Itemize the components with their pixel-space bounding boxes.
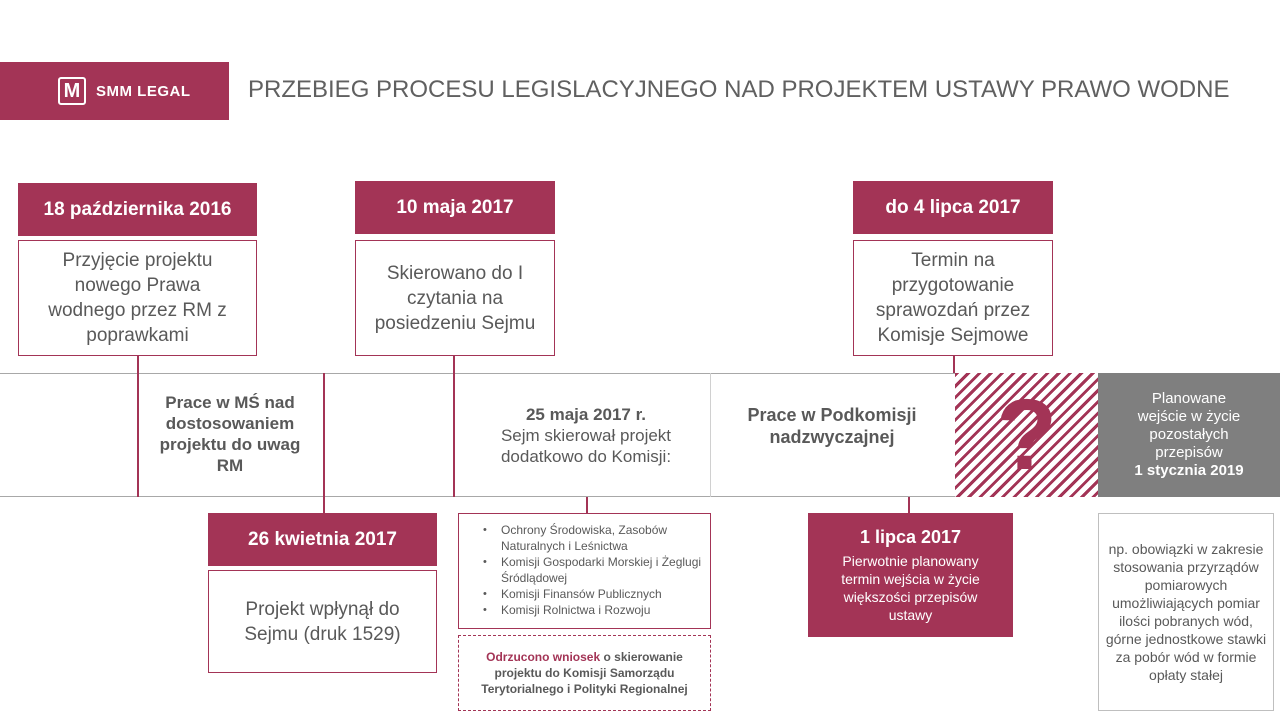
event-description: Przyjęcie projektu nowego Prawa wodnego przez RM z poprawkami xyxy=(18,240,257,356)
list-item: • Komisji Gospodarki Morskiej i Żeglugi Śródlądowej xyxy=(481,554,704,586)
connector-line xyxy=(586,497,588,513)
july1-description: Pierwotnie planowany termin wejścia w życie większości przepisów ustawy xyxy=(841,552,980,623)
page-title: PRZEBIEG PROCESU LEGISLACYJNEGO NAD PROJEKTEM USTAWY PRAWO WODNE xyxy=(248,76,1230,103)
event-description: Termin na przygotowanie sprawozdań przez Komisje Sejmowe xyxy=(853,240,1053,356)
note-text: np. obowiązki w zakresie stosowania przyrządów pomiarowych umożliwiających pomiar ilości pobranych wód, górne jednostkowe stawki za pobór wód w formie opłaty stałej xyxy=(1105,541,1267,683)
event-date: 10 maja 2017 xyxy=(355,181,555,234)
connector-line xyxy=(908,497,910,513)
band-divider xyxy=(710,373,711,497)
list-item: • Ochrony Środowiska, Zasobów Naturalnych i Leśnictwa xyxy=(481,522,704,554)
july1-date: 1 lipca 2017 xyxy=(859,526,962,547)
planned-date: 1 stycznia 2019 xyxy=(1134,462,1244,479)
rejected-motion-text xyxy=(467,649,702,697)
may25-block xyxy=(470,404,702,467)
subcommittee-text: Prace w Podkomisji nadzwyczajnej xyxy=(747,405,917,447)
event-date: 26 kwietnia 2017 xyxy=(208,513,437,566)
logo-text: SMM LEGAL xyxy=(96,82,191,100)
event-date: do 4 lipca 2017 xyxy=(853,181,1053,234)
note-box xyxy=(1098,513,1274,711)
logo-mark-icon: M xyxy=(58,77,86,105)
ms-work-text: Prace w MŚ nad dostosowaniem projektu do uwag RM xyxy=(159,393,301,475)
question-mark-icon: ? xyxy=(995,378,1058,491)
event-description: Skierowano do I czytania na posiedzeniu Sejmu xyxy=(355,240,555,356)
list-item: • Komisji Finansów Publicznych xyxy=(481,586,704,602)
committees-list xyxy=(458,513,711,629)
rejected-rest: o skierowanie projektu do Komisji Samorządu Terytorialnego i Polityki Regionalnej xyxy=(481,650,688,696)
connector-line xyxy=(453,356,455,497)
planned-entry-box xyxy=(1098,373,1280,497)
connector-line xyxy=(137,356,139,497)
rejected-motion-box xyxy=(458,635,711,711)
connector-line xyxy=(323,373,325,513)
rejected-highlight: Odrzucono wniosek xyxy=(486,650,601,664)
logo xyxy=(0,62,229,120)
list-item: • Komisji Rolnictwa i Rozwoju xyxy=(481,602,704,618)
event-date: 18 października 2016 xyxy=(18,183,257,236)
planned-text: Planowane wejście w życie pozostałych przepisów xyxy=(1137,390,1241,461)
may25-text: Sejm skierował projekt dodatkowo do Komisji: xyxy=(500,426,672,466)
event-description: Projekt wpłynął do Sejmu (druk 1529) xyxy=(208,570,437,673)
may25-date: 25 maja 2017 r. xyxy=(525,405,647,424)
connector-line xyxy=(953,356,955,373)
july1-box xyxy=(808,513,1013,637)
